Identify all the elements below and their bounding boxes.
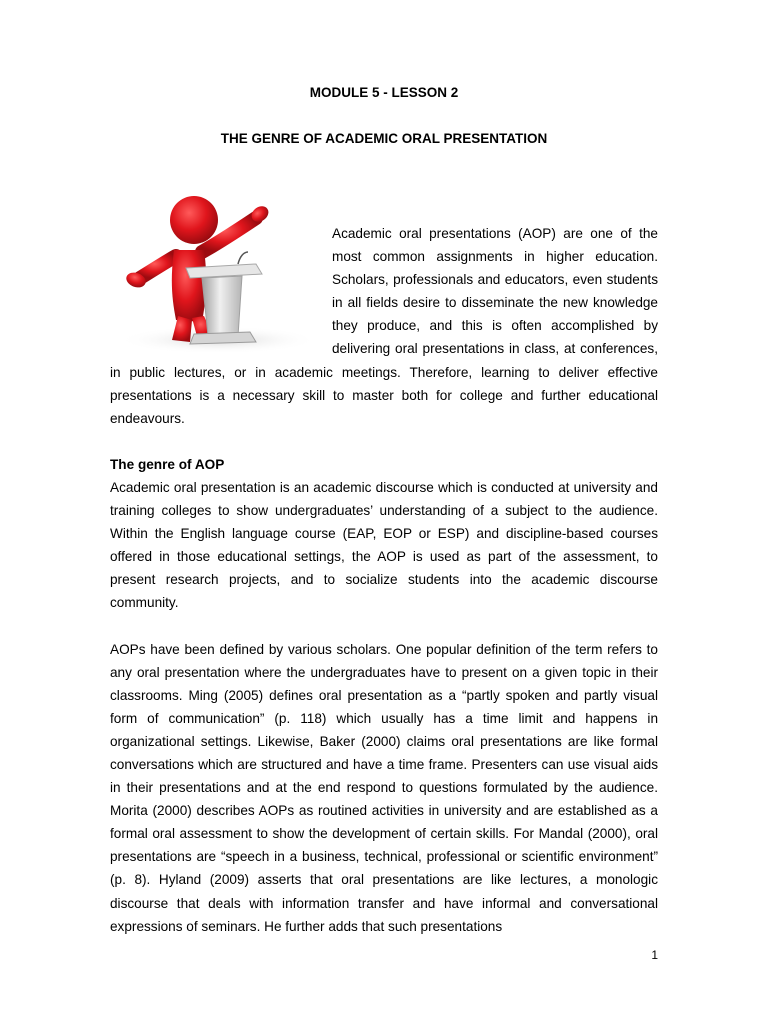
section-paragraph-1: Academic oral presentation is an academic discourse which is conducted at university and training colleges to show undergraduates’ understanding of a subject to the audience. Within the English language course (EAP, EOP or ESP) and discipline-based courses offered in those educational settings, the AOP is used as part of the assessment, to present research projects, and to socialize students into the academic discourse community. xyxy=(110,479,658,611)
document-body xyxy=(110,222,658,938)
intro-paragraph: Academic oral presentations (AOP) are one of the most common assignments in higher education. Scholars, professionals and educators, even students in all fields desire to disseminate the new knowledge they produce, and this is often accomplished by delivering oral presentations in class, at conferences, in public lectures, or in academic meetings. Therefore, learning to deliver effective presentations is a necessary skill to master both for college and further educational endeavours. xyxy=(110,226,658,426)
page-number: 1 xyxy=(651,948,658,962)
lesson-title: THE GENRE OF ACADEMIC ORAL PRESENTATION xyxy=(220,131,548,146)
section-heading: The genre of AOP xyxy=(110,456,225,472)
section-paragraph-2: AOPs have been defined by various scholars. One popular definition of the term refers to any oral presentation where the undergraduates have to present on a given topic in their classrooms. Ming (2005) defines oral presentation as a “partly spoken and partly visual form of communication” (p. 118) which usually has a time limit and happens in organizational settings. Likewise, Baker (2000) claims oral presentations are like formal conversations which are structured and have a time frame. Presenters can use visual aids in their presentations and at the end respond to questions formulated by the audience. Morita (2000) describes AOPs as routined activities in university and are established as a formal oral assessment to show the development of certain skills. For Mandal (2000), oral presentations are “speech in a business, technical, professional or scientific environment” (p. 8). Hyland (2009) asserts that oral presentations are like lectures, a monologic discourse that deals with information transfer and have informal and conversational expressions of seminars. He further adds that such presentations xyxy=(110,641,658,934)
module-title: MODULE 5 - LESSON 2 xyxy=(309,85,459,100)
presenter-illustration xyxy=(110,190,320,352)
presenter-at-podium-icon xyxy=(110,190,320,352)
